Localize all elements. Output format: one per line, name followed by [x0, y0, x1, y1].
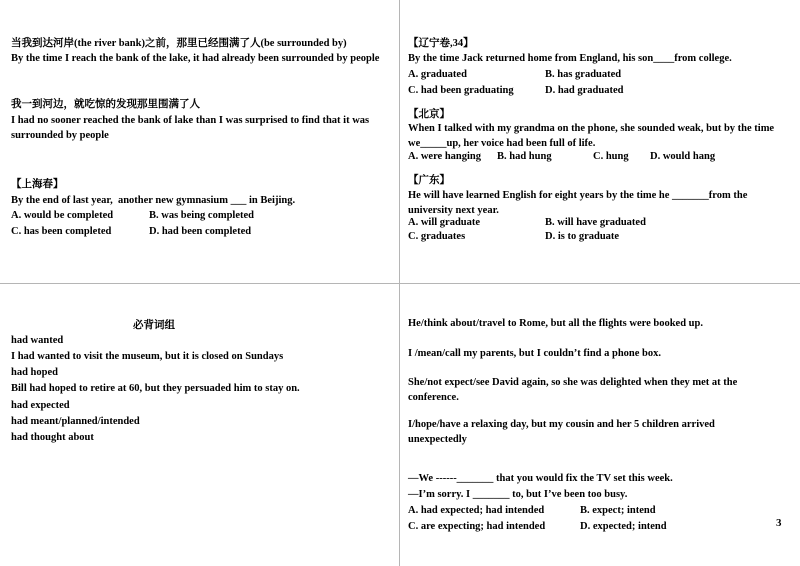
exercise-sentence-1: He/think about/travel to Rome, but all the flights were booked up.: [408, 318, 703, 329]
english-sentence-2: I had no sooner reached the bank of lake than I was surprised to find that it was surrounded by people: [11, 115, 372, 141]
phrase-line-6: had meant/planned/intended: [11, 416, 140, 427]
q2-option-b: B. had hung: [497, 151, 552, 162]
q1-option-c: C. had been graduating: [408, 85, 514, 96]
q1-options-row-1: [408, 67, 621, 82]
exercise-sentence-4: I/hope/have a relaxing day, but my cousin and her 5 children arrived unexpectedly: [408, 419, 718, 445]
question-source: 【上海春】: [11, 179, 64, 190]
phrase-line-1: had wanted: [11, 335, 64, 346]
options-row-1: [11, 208, 254, 223]
question-text: By the end of last year, another new gymnasium ___ in Beijing.: [11, 195, 296, 206]
q1-option-d: D. had graduated: [545, 85, 624, 96]
chinese-sentence-2: 我一到河边，就吃惊的发现那里围满了人: [11, 99, 200, 110]
phrase-line-3: had hoped: [11, 367, 58, 378]
q3-option-c: C. graduates: [408, 231, 466, 242]
q3-option-d: D. is to graduate: [545, 231, 620, 242]
dialogue-line-1: —We ------_______ that you would fix the TV set this week.: [408, 473, 673, 484]
q3-option-a: A. will graduate: [408, 217, 481, 228]
exercise-sentence-3: She/not expect/see David again, so she was delighted when they met at the conference.: [408, 377, 740, 403]
option-c: C. has been completed: [11, 226, 112, 237]
phrase-line-2: I had wanted to visit the museum, but it is closed on Sundays: [11, 351, 284, 362]
phrase-line-7: had thought about: [11, 432, 94, 443]
options-row-2: [11, 224, 251, 239]
q2-options-row: [408, 149, 715, 164]
horizontal-divider: [0, 283, 800, 284]
q3-source: 【广东】: [408, 175, 450, 186]
dialogue-option-d: D. expected; intend: [580, 521, 667, 532]
dialogue-options-row-1: [408, 503, 656, 518]
chinese-sentence-1: 当我到达河岸(the river bank)之前，那里已经围满了人(be surrounded by): [11, 38, 347, 49]
q3-options-row-2: [408, 229, 619, 244]
q2-option-c: C. hung: [593, 151, 629, 162]
page-number: 3: [776, 517, 782, 529]
q3-text: He will have learned English for eight years by the time he _______from the university next year.: [408, 190, 750, 216]
q1-option-b: B. has graduated: [545, 69, 622, 80]
option-d: D. had been completed: [149, 226, 252, 237]
q2-text: When I talked with my grandma on the phone, she sounded weak, but by the time we_____up, her voice had been full of life.: [408, 123, 777, 149]
exercise-sentence-2: I /mean/call my parents, but I couldn’t find a phone box.: [408, 348, 662, 359]
q2-option-a: A. were hanging: [408, 151, 482, 162]
dialogue-line-2: —I’m sorry. I _______ to, but I’ve been too busy.: [408, 489, 628, 500]
phrases-title: 必背词组: [133, 320, 175, 331]
q1-options-row-2: [408, 83, 623, 98]
dialogue-option-b: B. expect; intend: [580, 505, 656, 516]
english-sentence-1: By the time I reach the bank of the lake, it had already been surrounded by people: [11, 53, 380, 64]
q1-source: 【辽宁卷,34】: [408, 38, 474, 49]
q2-source: 【北京】: [408, 109, 450, 120]
q3-options-row-1: [408, 215, 646, 230]
dialogue-option-c: C. are expecting; had intended: [408, 521, 546, 532]
option-b: B. was being completed: [149, 210, 254, 221]
dialogue-options-row-2: [408, 519, 667, 534]
phrase-line-4: Bill had hoped to retire at 60, but they persuaded him to stay on.: [11, 383, 300, 394]
option-a: A. would be completed: [11, 210, 114, 221]
phrase-line-5: had expected: [11, 400, 70, 411]
q3-option-b: B. will have graduated: [545, 217, 646, 228]
q2-option-d: D. would hang: [650, 151, 716, 162]
q1-option-a: A. graduated: [408, 69, 467, 80]
dialogue-option-a: A. had expected; had intended: [408, 505, 545, 516]
q1-text: By the time Jack returned home from England, his son____from college.: [408, 53, 732, 64]
